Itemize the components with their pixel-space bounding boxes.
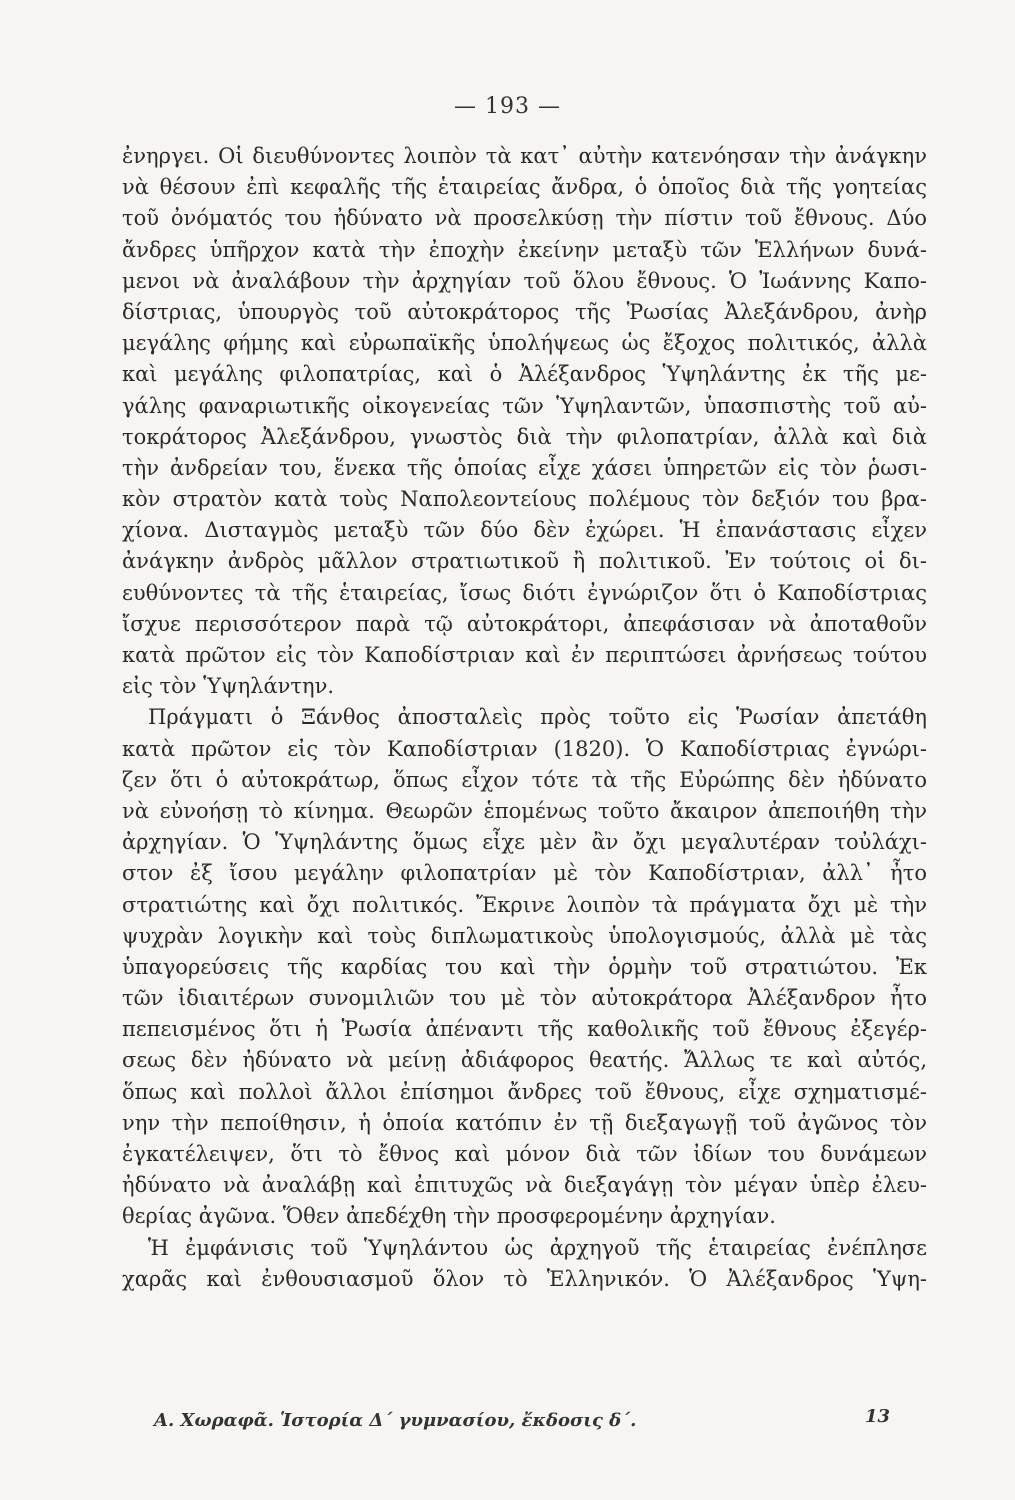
text-line: καὶ μεγάλης φιλοπατρίας, καὶ ὁ Ἀλέξανδρος Ὑψηλάντης ἐκ τῆς με- — [122, 362, 927, 387]
paragraph — [122, 702, 927, 1232]
text-line: νὰ εὐνοήσῃ τὸ κίνημα. Θεωρῶν ἑπομένως τοῦτο ἄκαιρον ἀπεποιήθη τὴν — [122, 798, 927, 823]
text-line: ὑπαγορεύσεις τῆς καρδίας του καὶ τὴν ὁρμὴν τοῦ στρατιώτου. Ἐκ — [122, 954, 927, 979]
sheet-number: 13 — [864, 1406, 890, 1427]
text-line: σεως δὲν ἠδύνατο νὰ μείνῃ ἀδιάφορος θεατής. Ἄλλως τε καὶ αὐτός, — [122, 1048, 927, 1073]
text-line: τοῦ ὀνόματός του ἠδύνατο νὰ προσελκύσῃ τὴν πίστιν τοῦ ἔθνους. Δύο — [122, 206, 927, 231]
text-line: Ἡ ἐμφάνισις τοῦ Ὑψηλάντου ὡς ἀρχηγοῦ τῆς ἑταιρείας ἐνέπλησε — [148, 1235, 927, 1260]
text-line: δίστριας, ὑπουργὸς τοῦ αὐτοκράτορος τῆς Ῥωσίας Ἀλεξάνδρου, ἀνὴρ — [122, 299, 927, 324]
page-number: — 193 — — [454, 94, 561, 119]
text-line: στρατιώτης καὶ ὄχι πολιτικός. Ἔκρινε λοιπὸν τὰ πράγματα ὄχι μὲ τὴν — [122, 892, 927, 917]
text-line: μεγάλης φήμης καὶ εὐρωπαϊκῆς ὑπολήψεως ὡς ἔξοχος πολιτικός, ἀλλὰ — [122, 331, 927, 356]
text-line: εἰς τὸν Ὑψηλάντην. — [122, 674, 335, 699]
text-line: γάλης φαναριωτικῆς οἰκογενείας τῶν Ὑψηλαντῶν, ὑπασπιστὴς τοῦ αὐ- — [122, 393, 927, 418]
text-line: ζεν ὅτι ὁ αὐτοκράτωρ, ὅπως εἶχον τότε τὰ τῆς Εὐρώπης δὲν ἠδύνατο — [122, 767, 927, 792]
text-line: χίονα. Δισταγμὸς μεταξὺ τῶν δύο δὲν ἐχώρει. Ἡ ἐπανάστασις εἶχεν — [122, 518, 927, 543]
text-line: κὸν στρατὸν κατὰ τοὺς Ναπολεοντείους πολέμους τὸν δεξιόν του βρα- — [122, 487, 927, 512]
text-line: ὅπως καὶ πολλοὶ ἄλλοι ἐπίσημοι ἄνδρες τοῦ ἔθνους, εἶχε σχηματισμέ- — [122, 1079, 927, 1104]
text-line: Πράγματι ὁ Ξάνθος ἀποσταλεὶς πρὸς τοῦτο εἰς Ῥωσίαν ἀπετάθη — [148, 705, 927, 730]
text-line: νην τὴν πεποίθησιν, ἡ ὁποία κατόπιν ἐν τῇ διεξαγωγῇ τοῦ ἀγῶνος τὸν — [122, 1110, 927, 1135]
text-line: ευθύνοντες τὰ τῆς ἑταιρείας, ἴσως διότι ἐγνώριζον ὅτι ὁ Καποδίστριας — [122, 580, 927, 605]
text-line: κατὰ πρῶτον εἰς τὸν Καποδίστριαν (1820). Ὁ Καποδίστριας ἐγνώρι- — [122, 736, 927, 761]
text-line: ἐγκατέλειψεν, ὅτι τὸ ἔθνος καὶ μόνον διὰ τῶν ἰδίων του δυνάμεων — [122, 1142, 927, 1166]
text-line: ἠδύνατο νὰ ἀναλάβῃ καὶ ἐπιτυχῶς νὰ διεξαγάγῃ τὸν μέγαν ὑπὲρ ἐλευ- — [122, 1173, 927, 1198]
text-line: ἴσχυε περισσότερον παρὰ τῷ αὐτοκράτορι, ἀπεφάσισαν νὰ ἀποταθοῦν — [122, 611, 927, 636]
paragraph — [122, 1233, 927, 1295]
text-line: μενοι νὰ ἀναλάβουν τὴν ἀρχηγίαν τοῦ ὅλου ἔθνους. Ὁ Ἰωάννης Καπο- — [122, 268, 927, 293]
text-line: τὴν ἀνδρείαν του, ἕνεκα τῆς ὁποίας εἶχε χάσει ὑπηρετῶν εἰς τὸν ῥωσι- — [122, 455, 927, 480]
text-line: χαρᾶς καὶ ἐνθουσιασμοῦ ὅλον τὸ Ἑλληνικόν. Ὁ Ἀλέξανδρος Ὑψη- — [122, 1266, 927, 1291]
text-line: ἀρχηγίαν. Ὁ Ὑψηλάντης ὅμως εἶχε μὲν ἂν ὄχι μεγαλυτέραν τοὐλάχι- — [122, 830, 927, 855]
text-line: κατὰ πρῶτον εἰς τὸν Καποδίστριαν καὶ ἐν περιπτώσει ἀρνήσεως τούτου — [122, 643, 927, 667]
text-line: ψυχρὰν λογικὴν καὶ τοὺς διπλωματικοὺς ὑπολογισμούς, ἀλλὰ μὲ τὰς — [122, 923, 927, 948]
text-line: πεπεισμένος ὅτι ἡ Ῥωσία ἀπέναντι τῆς καθολικῆς τοῦ ἔθνους ἐξεγέρ- — [122, 1017, 927, 1042]
text-line: νὰ θέσουν ἐπὶ κεφαλῆς τῆς ἑταιρείας ἄνδρα, ὁ ὁποῖος διὰ τῆς γοητείας — [122, 175, 927, 200]
text-line: θερίας ἀγῶνα. Ὅθεν ἀπεδέχθη τὴν προσφερομένην ἀρχηγίαν. — [122, 1204, 776, 1229]
text-line: στον ἐξ ἴσου μεγάλην φιλοπατρίαν μὲ τὸν Καποδίστριαν, ἀλλ᾽ ἦτο — [122, 861, 927, 886]
text-line: ἀνάγκην ἀνδρὸς μᾶλλον στρατιωτικοῦ ἢ πολιτικοῦ. Ἐν τούτοις οἱ δι- — [122, 549, 927, 574]
text-line: ἐνηργει. Οἱ διευθύνοντες λοιπὸν τὰ κατ᾽ αὐτὴν κατενόησαν τὴν ἀνάγκην — [122, 144, 927, 168]
text-line: τῶν ἰδιαιτέρων συνομιλιῶν του μὲ τὸν αὐτοκράτορα Ἀλέξανδρον ἦτο — [122, 986, 927, 1011]
text-line: ἄνδρες ὑπῆρχον κατὰ τὴν ἐποχὴν ἐκείνην μεταξὺ τῶν Ἑλλήνων δυνά- — [122, 237, 927, 262]
body-text — [122, 141, 927, 1295]
footer-signature: Α. Χωραφᾶ. Ἱστορία Δ΄ γυμνασίου, ἔκδοσις δ΄. — [154, 1410, 637, 1431]
paragraph — [122, 141, 927, 702]
text-line: τοκράτορος Ἀλεξάνδρου, γνωστὸς διὰ τὴν φιλοπατρίαν, ἀλλὰ καὶ διὰ — [122, 424, 927, 449]
